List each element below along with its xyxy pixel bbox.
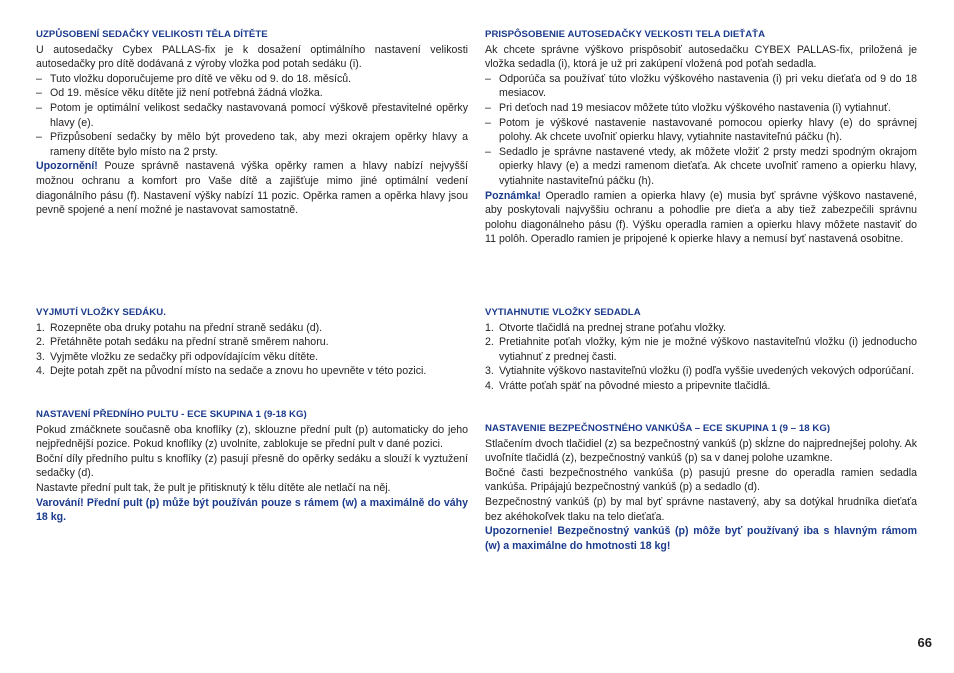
section-heading: NASTAVENÍ PŘEDNÍHO PULTU - ECE SKUPINA 1 (9-18 KG) [36, 409, 307, 420]
list-item [36, 321, 468, 336]
note-text: Operadlo ramien a opierka hlavy (e) musia byť správne výškovo nastavené, aby poskytovali najvyššiu ochranu a pohodlie pre dieťa a aby tiež zabezpečili správnu polohu diagonálneho pásu (f). Výšku operadla ramien a opierku hlavy môžete nastaviť do 11 polôh. Operadlo ramien je pripojené k opierke hlavy a nemusí byť nastavená osobitne. [485, 189, 917, 246]
list-item [485, 145, 917, 189]
list-marker: – [36, 101, 42, 114]
list-marker: – [485, 145, 491, 158]
page-number: 66 [917, 635, 932, 650]
section-heading: VYJMUTÍ VLOŽKY SEDÁKU. [36, 307, 166, 318]
list-marker: – [36, 87, 42, 100]
left-section-impact-shield [36, 408, 468, 525]
section-heading: NASTAVENIE BEZPEČNOSTNÉHO VANKÚŠA – ECE SKUPINA 1 (9 – 18 KG) [485, 423, 831, 434]
numbered-list [485, 321, 917, 394]
paragraph: Bočné časti bezpečnostného vankúša (p) pasujú presne do operadla ramien sedadla vankúša. Pripájajú bezpečnostný vankúš (p) a sedadlo (d). [485, 466, 917, 494]
list-item-text: Vrátte poťah späť na pôvodné miesto a pripevnite tlačidlá. [499, 379, 771, 392]
list-item-text: Otvorte tlačidlá na prednej strane poťahu vložky. [499, 321, 726, 334]
list-marker: – [36, 131, 42, 144]
list-item [485, 72, 917, 101]
list-item [36, 72, 468, 87]
left-section-remove-insert [36, 306, 468, 379]
paragraph: Bezpečnostný vankúš (p) by mal byť správne nastavený, aby sa dotýkal hrudníka dieťaťa bez akéhokoľvek tlaku na telo dieťaťa. [485, 495, 917, 523]
note-paragraph [36, 159, 468, 217]
list-item-text: Pretiahnite poťah vložky, kým nie je možné výškovo nastaviteľnú vložku (i) jednoducho vytiahnuť z prednej časti. [499, 336, 917, 363]
list-item-text: Pri deťoch nad 19 mesiacov môžete túto vložku výškového nastavenia (i) vytiahnuť. [499, 101, 891, 114]
list-item-text: Odporúča sa používať túto vložku výškového nastavenia (i) pri veku dieťaťa od 9 do 18 mesiacov. [499, 72, 917, 100]
paragraph: Ak chcete správne výškovo prispôsobiť autosedačku CYBEX PALLAS-fix, priložená je vložka sedadla (i), ktorá je už pri zakúpení vložená pod poťah sedadla. [485, 43, 917, 71]
note-text: Pouze správně nastavená výška opěrky ramen a hlavy nabízí nejvyšší možnou ochranu a komfort pro Vaše dítě a zajišťuje mimo jiné optimální vedení diagonálního pásu (f). Nastavení výšky nabízí 11 pozic. Opěrka ramen a opěrka hlavy jsou pevně spojené a není možné je nastavovat samostatně. [36, 160, 468, 217]
list-item-text: Dejte potah zpět na původní místo na sedače a znovu ho upevněte v této pozici. [50, 365, 427, 378]
list-item-text: Vytiahnite výškovo nastaviteľnú vložku (i) podľa vyššie uvedených vekových odporúčaní. [499, 365, 915, 378]
list-item-text: Vyjměte vložku ze sedačky při odpovídajícím věku dítěte. [50, 350, 319, 363]
list-marker: – [36, 72, 42, 85]
list-marker: – [485, 116, 491, 129]
list-item [36, 364, 468, 379]
note-label: Poznámka! [485, 189, 541, 202]
list-item [36, 335, 468, 350]
list-marker: 2. [36, 336, 45, 349]
paragraph: Pokud zmáčknete současně oba knoflíky (z), sklouzne přední pult (p) automaticky do jeho nejpřednější pozice. Pokud knoflíky (z) uvolníte, zablokuje se přední pult v dané pozici. [36, 423, 468, 451]
list-item-text: Rozepněte oba druky potahu na přední straně sedáku (d). [50, 321, 323, 334]
list-marker: 3. [485, 365, 494, 378]
list-marker: 1. [485, 321, 494, 334]
warning-paragraph: Varování! Přední pult (p) může být používán pouze s rámem (w) a maximálně do váhy 18 kg. [36, 496, 468, 524]
list-item [485, 364, 917, 379]
list-item [36, 350, 468, 365]
list-item-text: Tuto vložku doporučujeme pro dítě ve věku od 9. do 18. měsíců. [50, 72, 352, 85]
list-item [36, 101, 468, 130]
paragraph: Boční díly předního pultu s knoflíky (z) pasují přesně do opěrky sedáku a slouží k vyztužení sedačky (d). [36, 452, 468, 480]
list-item-text: Potom je výškové nastavenie nastavované pomocou opierky hlavy (e) do správnej polohy. Ak chcete uvoľniť opierku hlavy, vytiahnite nastaviteľnú páčku (h). [499, 116, 917, 144]
section-heading: VYTIAHNUTIE VLOŽKY SEDADLA [485, 307, 641, 318]
list-item [485, 116, 917, 145]
numbered-list [36, 321, 468, 379]
list-marker: 3. [36, 350, 45, 363]
list-item-text: Sedadlo je správne nastavené vtedy, ak môžete vložiť 2 prsty medzi spodným okrajom opierky hlavy (e) a medzi ramenom dieťaťa. Ak chcete uvoľniť rameno a opierku hlavy, vytiahnite nastaviteľnú páčku (h). [499, 145, 917, 187]
paragraph: U autosedačky Cybex PALLAS-fix je k dosažení optimálního nastavení velikosti autosedačky pro dítě dodávaná z výroby vložka pod potah sedáku (i). [36, 43, 468, 71]
list-item [485, 335, 917, 364]
paragraph: Stlačením dvoch tlačidiel (z) sa bezpečnostný vankúš (p) skĺzne do najprednejšej polohy. Ak uvoľníte tlačidlá (z), bezpečnostný vankúš (p) sa v danej polohe uzamkne. [485, 437, 917, 465]
list-marker: 4. [36, 365, 45, 378]
note-paragraph [485, 189, 917, 247]
list-marker: 1. [36, 321, 45, 334]
list-item-text: Přizpůsobení sedačky by mělo být provedeno tak, aby mezi okrajem opěrky hlavy a rameny dítěte bylo místo na 2 prsty. [50, 131, 468, 158]
right-section-impact-shield [485, 422, 917, 553]
list-marker: – [485, 72, 491, 85]
list-item-text: Potom je optimální velikost sedačky nastavovaná pomocí výškově přestavitelné opěrky hlavy (e). [50, 101, 468, 129]
right-section-fit [485, 28, 917, 247]
warning-paragraph: Upozornenie! Bezpečnostný vankúš (p) môže byť používaný iba s hlavným rámom (w) a maximálne do hmotnosti 18 kg! [485, 525, 917, 552]
right-section-remove-insert [485, 306, 917, 394]
list-item [485, 321, 917, 336]
list-marker: 2. [485, 336, 494, 349]
left-section-fit [36, 28, 468, 218]
list-marker: 4. [485, 379, 494, 392]
list-item [36, 130, 468, 159]
bullet-list [485, 72, 917, 189]
section-heading: UZPŮSOBENÍ SEDAČKY VELIKOSTI TĚLA DÍTĚTE [36, 29, 268, 40]
note-label: Upozornění! [36, 160, 98, 173]
bullet-list [36, 72, 468, 160]
section-heading: PRISPÔSOBENIE AUTOSEDAČKY VEĽKOSTI TELA DIEŤAŤA [485, 29, 766, 40]
list-item-text: Od 19. měsíce věku dítěte již není potřebná žádná vložka. [50, 87, 323, 100]
list-item [36, 86, 468, 101]
list-item-text: Přetáhněte potah sedáku na přední straně směrem nahoru. [50, 336, 329, 349]
list-item [485, 101, 917, 116]
list-item [485, 379, 917, 394]
list-marker: – [485, 101, 491, 114]
paragraph: Nastavte přední pult tak, že pult je přitisknutý k tělu dítěte ale netlačí na něj. [36, 481, 391, 494]
